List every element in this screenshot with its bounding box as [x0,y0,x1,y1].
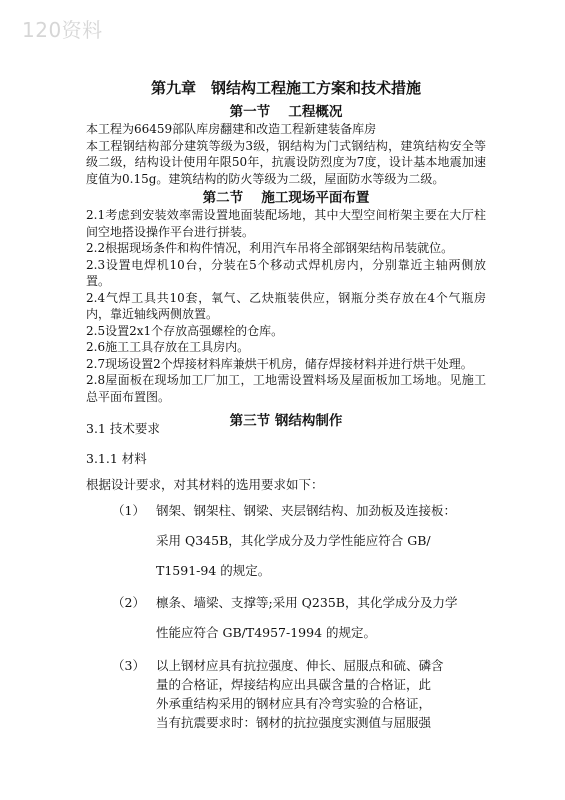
list-item-line: 当有抗震要求时：钢材的抗拉强度实测值与屈服强 [156,715,432,730]
list-item-line: 外承重结构采用的钢材应具有冷弯实验的合格证， [156,696,432,711]
list-item-line: 采用 Q345B，其化学成分及力学性能应符合 GB/ [156,533,431,548]
paragraph: 本工程为66459部队库房翻建和改造工程新建装备库房 [86,122,377,136]
list-item-line: 檩条、墙梁、支撑等;采用 Q235B，其化学成分及力学 [156,595,458,610]
list-item [86,656,486,732]
paragraph: 2.8屋面板在现场加工厂加工，工地需设置料场及屋面板加工场地。见施工总平面布置图。 [86,373,486,404]
subheading-3-1-1: 3.1.1 材料 [86,451,147,466]
paragraph: 2.4气焊工具共10套，氧气、乙炔瓶装供应，钢瓶分类存放在4个气瓶房内，靠近轴线两侧放置。 [86,290,486,321]
section-title-3: 第三节 钢结构制作 [229,413,343,429]
paragraph: 2.1考虑到安装效率需设置地面装配场地，其中大型空间桁架主要在大厅柱间空地搭设操作平台进行拼装。 [86,208,486,239]
list-item-line: 钢架、钢架柱、钢梁、夹层钢结构、加劲板及连接板： [156,503,457,518]
list-item-line: T1591-94 的规定。 [156,563,271,578]
watermark: 120资料 [22,18,103,42]
document-page [86,78,486,440]
list-item [86,590,486,646]
list-item-line: 以上钢材应具有抗拉强度、伸长、屈服点和硫、磷含 [156,658,444,673]
paragraph: 2.6施工工具存放在工具房内。 [86,340,250,354]
subheading-3-1: 3.1 技术要求 [86,421,160,436]
paragraph: 2.3设置电焊机10台，分装在5个移动式焊机房内，分别靠近主轴两侧放置。 [86,257,486,288]
paragraph: 2.7现场设置2个焊接材料库兼烘干机房，储存焊接材料并进行烘干处理。 [86,356,473,371]
paragraph: 本工程钢结构部分建筑等级为3级，钢结构为门式钢结构，建筑结构安全等级二级，结构设计使用年限50年，抗震设防烈度为7度，设计基本地震加速度值为0.15g。建筑结构的防火等级为二级，屋面防水等级为二级。 [86,138,486,186]
list-item-line: 性能应符合 GB/T4957-1994 的规定。 [156,625,377,640]
chapter-title: 第九章 钢结构工程施工方案和技术措施 [150,79,421,97]
list-item-number: （1） [112,503,145,518]
paragraph: 2.5设置2x1个存放高强螺栓的仓库。 [86,323,284,338]
list-item [86,498,486,584]
list-item-number: （2） [112,595,145,610]
list-item-line: 量的合格证，焊接结构应出具碳含量的合格证，此 [156,677,432,692]
section-3-body [86,416,486,732]
section-title-1: 第一节 工程概况 [229,104,343,120]
paragraph: 2.2根据现场条件和构件情况，利用汽车吊将全部钢架结构吊装就位。 [86,241,454,255]
paragraph: 根据设计要求，对其材料的选用要求如下： [86,477,324,492]
section-title-2: 第二节 施工现场平面布置 [202,190,370,206]
list-item-number: （3） [112,658,145,673]
